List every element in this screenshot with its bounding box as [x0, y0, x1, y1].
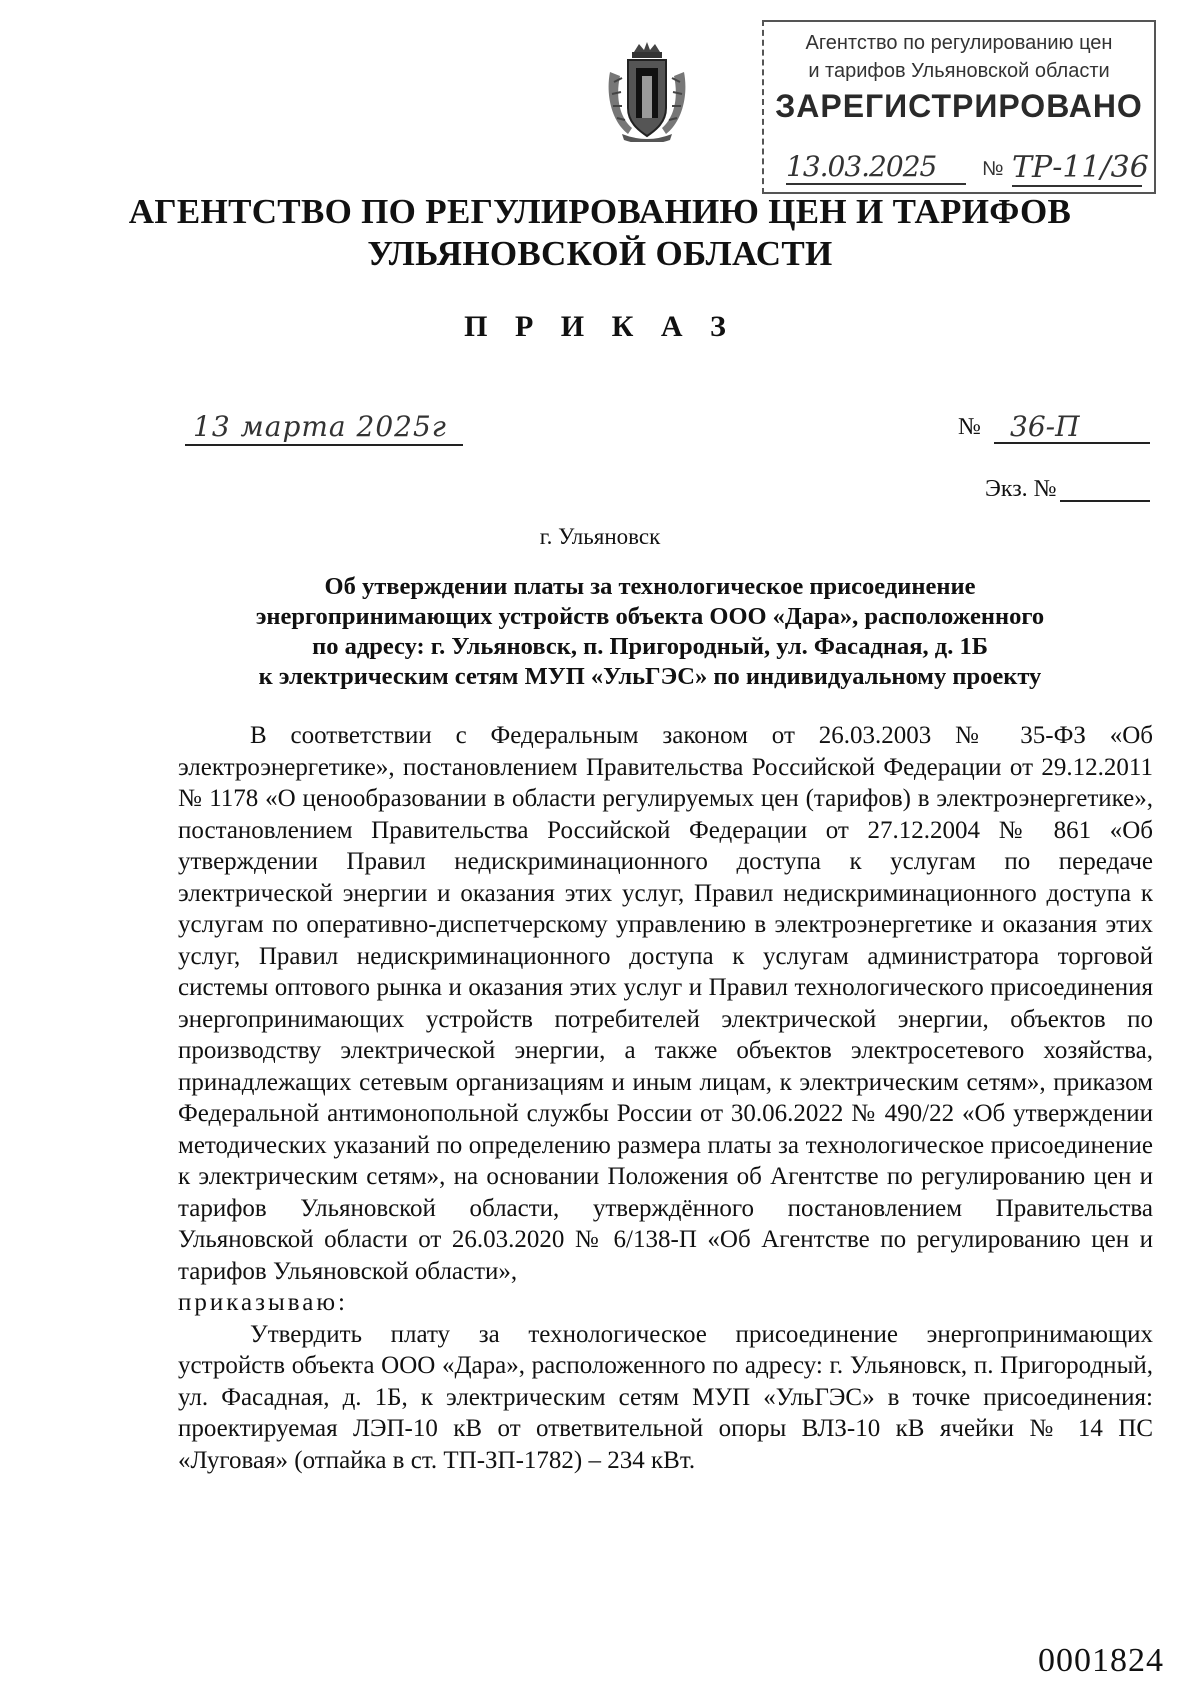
order-verb: приказываю:: [178, 1289, 348, 1316]
stamp-registration-details: [774, 150, 1149, 186]
order-number-handwritten: 36-П: [994, 410, 1150, 444]
stamp-agency-line-1: Агентство по регулированию цен: [805, 32, 1113, 54]
order-date-handwritten: 13 марта 2025г: [185, 410, 463, 446]
agency-name-line-2: УЛЬЯНОВСКОЙ ОБЛАСТИ: [367, 234, 833, 273]
order-title-line-2: энергопринимающих устройств объекта ООО «Дара», расположенного: [255, 603, 1045, 630]
order-title: [180, 572, 1120, 692]
order-title-line-3: по адресу: г. Ульяновск, п. Пригородный, ул. Фасадная, д. 1Б: [312, 633, 988, 660]
stamp-date-handwritten: 13.03.2025: [786, 150, 966, 185]
order-number-label: №: [958, 414, 981, 440]
copy-number-blank-line: [1060, 500, 1150, 502]
order-title-line-4: к электрическим сетям МУП «УльГЭС» по индивидуальному проекту: [258, 663, 1042, 690]
copy-number-label: Экз. №: [985, 476, 1057, 502]
agency-name-line-1: АГЕНТСТВО ПО РЕГУЛИРОВАНИЮ ЦЕН И ТАРИФОВ: [128, 192, 1072, 231]
stamp-number-label: №: [982, 158, 1004, 180]
city-name: г. Ульяновск: [539, 524, 661, 549]
stamp-number-handwritten: ТР-11/36: [1012, 150, 1149, 185]
document-type-heading: П Р И К А З: [464, 310, 736, 343]
resolution-paragraph: Утвердить плату за технологическое присоединение энергопринимающих устройств объекта ООО «Дара», расположенного по адресу: г. Ульяновск, п. Пригородный, ул. Фасадная, д. 1Б, к электрическим сетям МУП «УльГЭС» в точке присоединения: проектируемая ЛЭП-10 кВ от ответвительной опоры ВЛЗ-10 кВ ячейки № 14 ПС «Луговая» (отпайка в ст. ТП-ЗП-1782) – 234 кВт.: [178, 1320, 1153, 1474]
stamp-agency-line-2: и тарифов Ульяновской области: [808, 60, 1110, 82]
order-title-line-1: Об утверждении платы за технологическое присоединение: [324, 573, 976, 600]
order-body: [178, 720, 1153, 1476]
preamble-paragraph: В соответствии с Федеральным законом от 26.03.2003 № 35-ФЗ «Об электроэнергетике», постановлением Правительства Российской Федерации от 29.12.2011 № 1178 «О ценообразовании в области регулируемых цен (тарифов) в электроэнергетике», постановлением Правительства Российской Федерации от 27.12.2004 № 861 «Об утверждении Правил недискриминационного доступа к услугам по передаче электрической энергии и оказания этих услуг, Правил недискриминационного доступа к услугам по оперативно-диспетчерскому управлению в электроэнергетике и оказания этих услуг, Правил недискриминационного доступа к услугам администратора торговой системы оптового рынка и оказания этих услуг и Правил технологического присоединения энергопринимающих устройств потребителей электрической энергии, объектов по производству электрической энергии, а также объектов электросетевого хозяйства, принадлежащих сетевым организациям и иным лицам, к электрическим сетям», приказом Федеральной антимонопольной службы России от 30.06.2022 № 490/22 «Об утверждении методических указаний по определению размера платы за технологическое присоединение к электрическим сетям», на основании Положения об Агентстве по регулированию цен и тарифов Ульяновской области, утверждённого постановлением Правительства Ульяновской области от 26.03.2020 № 6/138-П «Об Агентстве по регулированию цен и тарифов Ульяновской области»,: [178, 722, 1153, 1285]
stamp-registered-label: ЗАРЕГИСТРИРОВАНО: [775, 88, 1143, 124]
registration-stamp: [762, 20, 1156, 194]
form-serial-number: 0001824: [1038, 1642, 1164, 1679]
coat-of-arms-emblem: [604, 42, 690, 142]
